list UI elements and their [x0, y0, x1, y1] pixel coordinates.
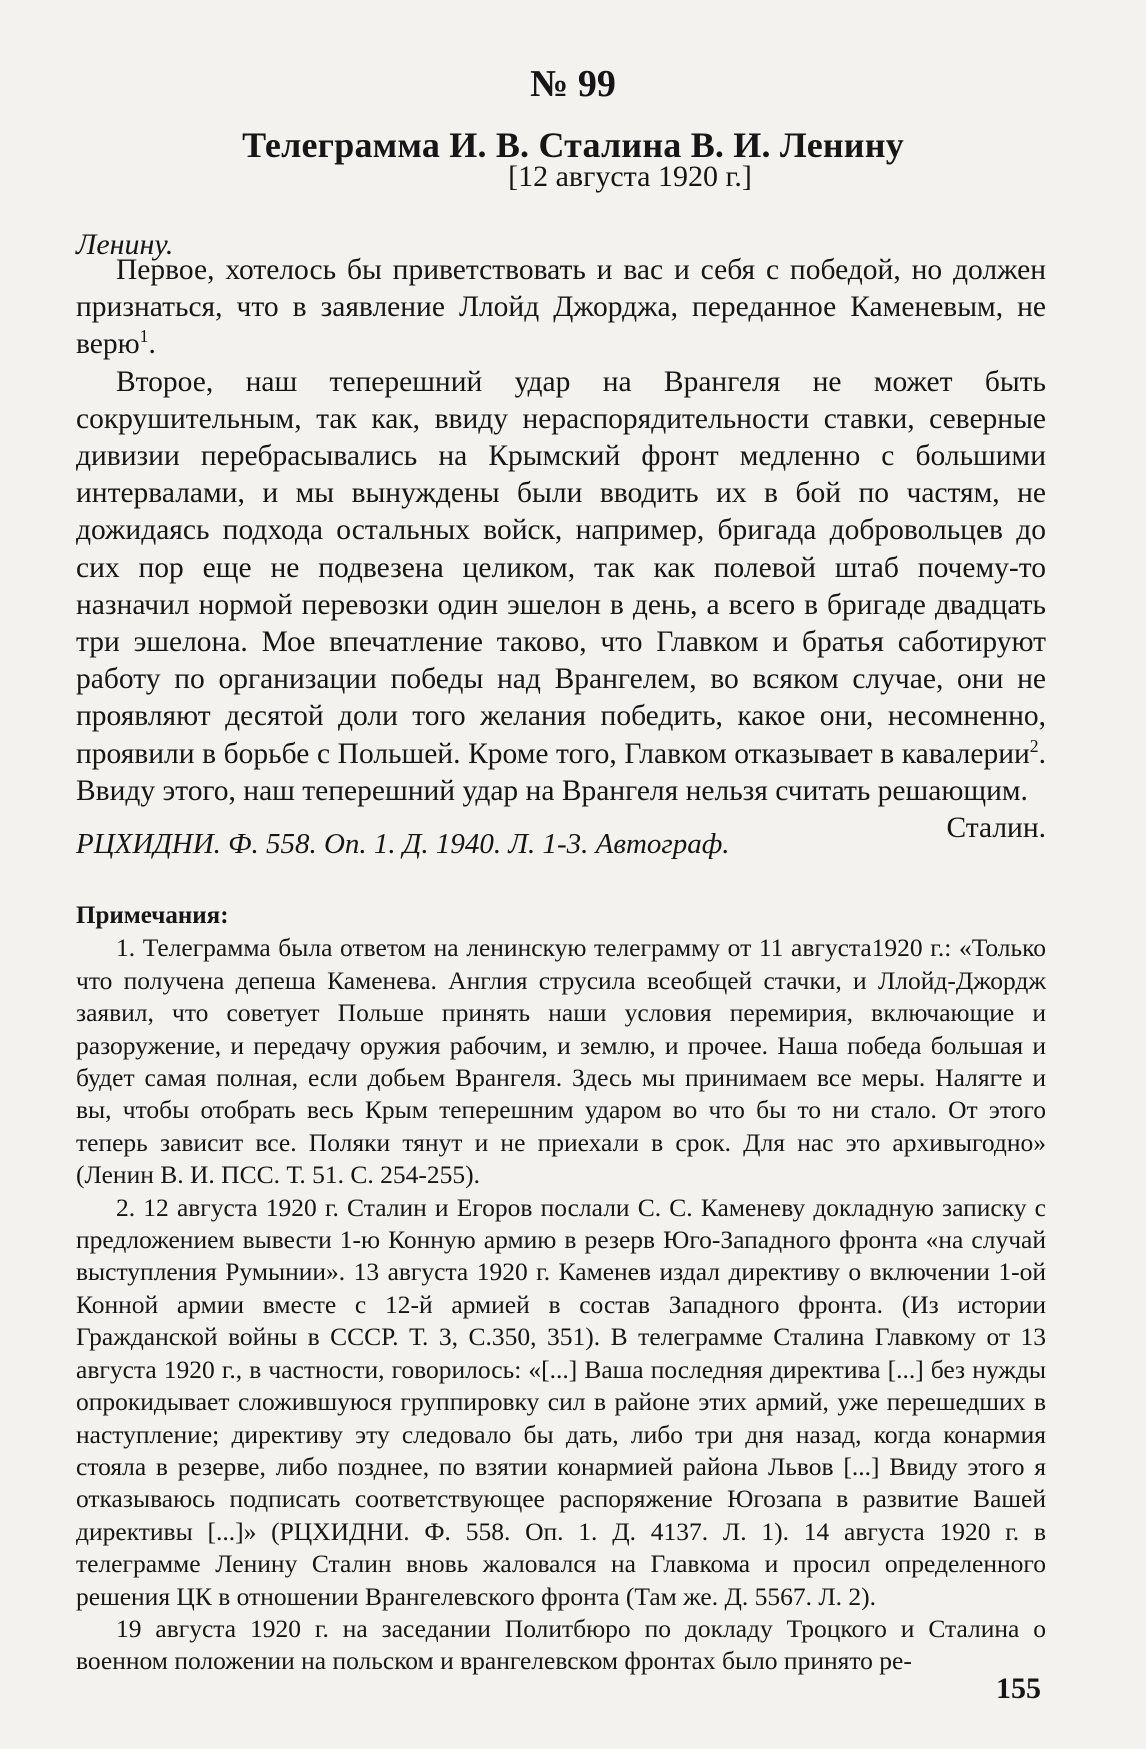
page-number: 155	[996, 1672, 1041, 1705]
footnote-ref-2: 2	[1029, 735, 1039, 756]
addressee: Ленину.	[76, 228, 174, 261]
paragraph-1: Первое, хотелось бы приветствовать и вас и себя с победой, но должен признаться, что в заявление Ллойд Джорджа, переданное Каменевым, не верю$^1$.	[76, 254, 1046, 361]
note-2: 2. 12 августа 1920 г. Сталин и Егоров послали С. С. Каменеву докладную записку с предложением вывести 1-ю Конную армию в резерв Юго-Западного фронта «на случай выступления Румынии». 13 августа 1920 г. Каменев издал директиву о включении 1-ой Конной армии вместе с 12-й армией в состав Западного фронта. (Из истории Гражданской войны в СССР. Т. 3, С.350, 351). В телеграмме Сталина Главкому от 13 августа 1920 г., в частности, говорилось: «[...] Ваша последняя директива [...] без нужды опрокидывает сложившуюся группировку сил в районе этих армий, уже перешедших в наступление; директиву эту следовало бы дать, либо три дня назад, когда конармия стояла в резерве, либо позднее, по взятии конармией района Львов [...] Ввиду этого я отказываюсь подписать соответствующее распоряжение Югозапа в развитие Вашей директивы [...]» (РЦХИДНИ. Ф. 558. Оп. 1. Д. 4137. Л. 1). 14 августа 1920 г. в телеграмме Ленину Сталин вновь жаловался на Главкома и просил определенного решения ЦК в отношении Врангелевского фронта (Там же. Д. 5567. Л. 2).	[76, 1192, 1046, 1611]
document-date: [12 августа 1920 г.]	[508, 160, 752, 193]
document-number: № 99	[530, 63, 616, 105]
footnote-ref-1: 1	[139, 326, 149, 347]
notes-section	[76, 900, 1046, 1678]
notes-heading: Примечания:	[76, 902, 229, 929]
archive-reference: РЦХИДНИ. Ф. 558. Оп. 1. Д. 1940. Л. 1-3. Автограф.	[76, 828, 730, 860]
document-title: Телеграмма И. В. Сталина В. И. Ленину	[242, 125, 904, 165]
paragraph-2: Второе, наш теперешний удар на Врангеля не может быть сокрушительным, так как, ввиду нераспорядительности ставки, северные дивизии перебрасывались на Крымский фронт медленно с большими интервалами, и мы вынуждены были вводить их в бой по частям, не дожидаясь подхода остальных войск, например, бригада добровольцев до сих пор еще не подвезена целиком, так как полевой штаб почему-то назначил нормой перевозки один эшелон в день, а всего в бригаде двадцать три эшелона. Мое впечатление таково, что Главком и братья саботируют работу по организации победы над Врангелем, во всяком случае, они не проявляют десятой доли того желания победить, какое они, несомненно, проявили в борьбе с Польшей. Кроме того, Главком отказывает в кавалерии$^2$. Ввиду этого, наш теперешний удар на Врангеля нельзя считать решающим.	[76, 365, 1046, 807]
signature: Сталин.	[946, 812, 1046, 845]
telegram-body	[76, 252, 1046, 847]
note-1: 1. Телеграмма была ответом на ленинскую телеграмму от 11 августа1920 г.: «Только что получена депеша Каменева. Англия струсила всеобщей стачки, и Ллойд-Джордж заявил, что советует Польше принять наши условия перемирия, включающие и разоружение, и передачу оружия рабочим, и землю, и прочее. Наша победа большая и будет самая полная, если добьем Врангеля. Здесь мы принимаем все меры. Налягте и вы, чтобы отобрать весь Крым теперешним ударом во что бы то ни стало. От этого теперь зависит все. Поляки тянут и не приехали в срок. Для нас это архивыгодно» (Ленин В. И. ПСС. Т. 51. С. 254-255).	[76, 933, 1046, 1190]
note-continuation: 19 августа 1920 г. на заседании Политбюро по докладу Троцкого и Сталина о военном положении на польском и врангелевском фронтах было принято ре-	[76, 1613, 1046, 1676]
